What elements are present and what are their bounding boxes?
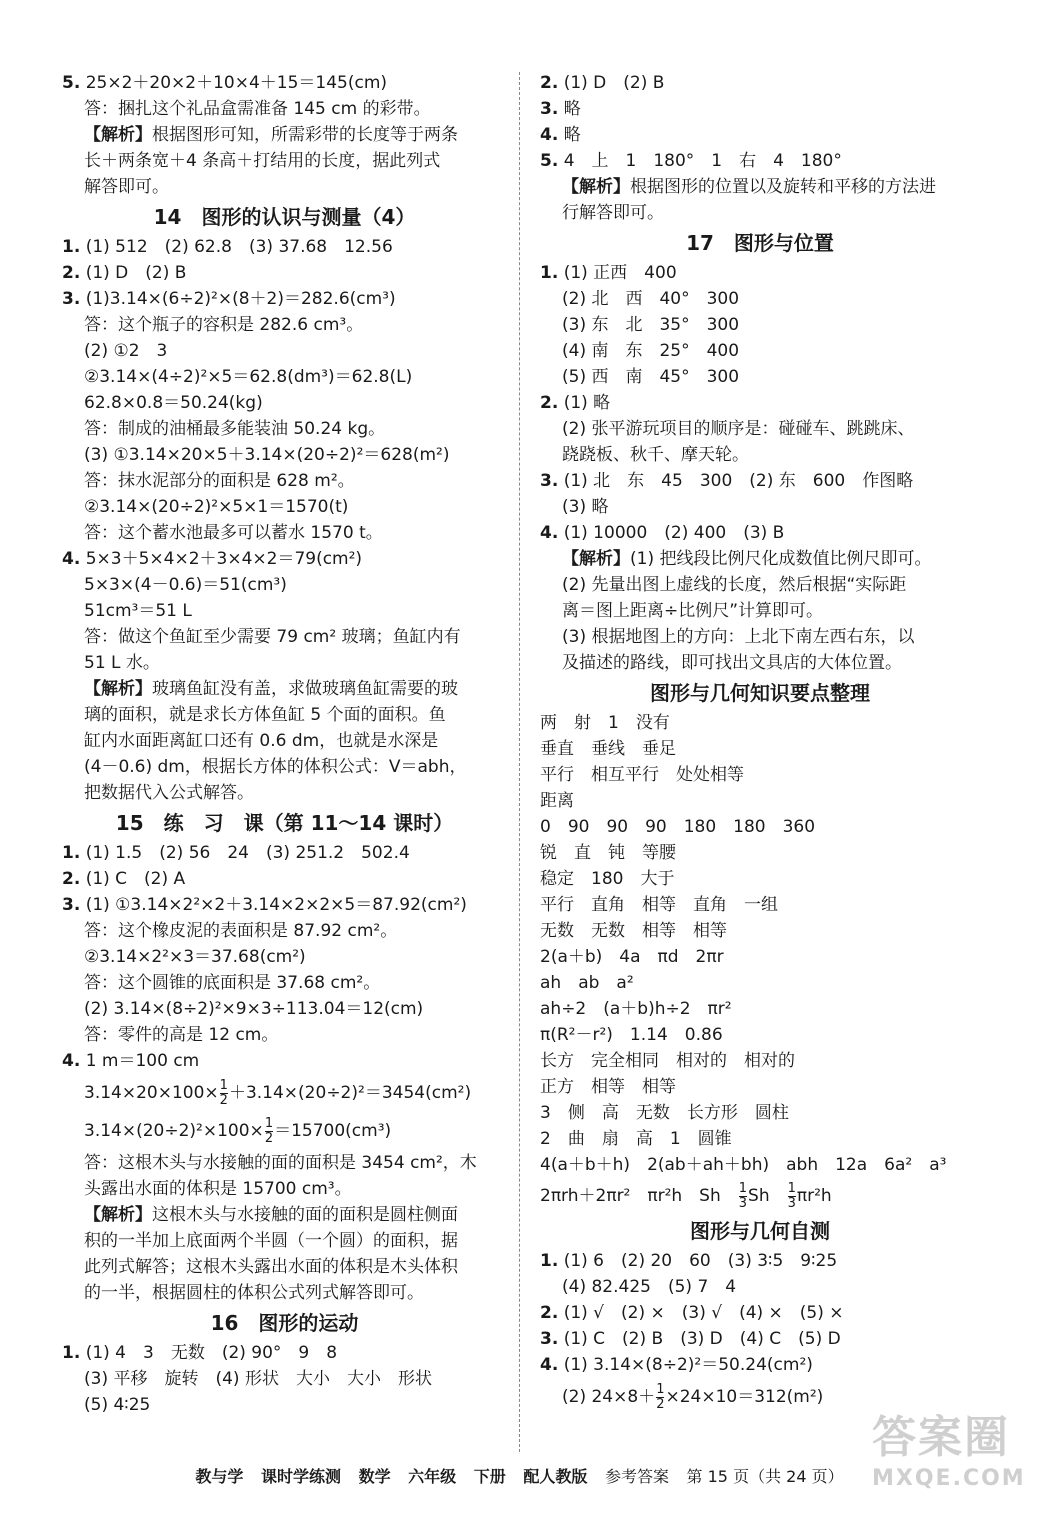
answer-line: 51cm³＝51 L: [84, 601, 192, 621]
question-number: 3.: [62, 895, 81, 915]
formula-line: 3.14×20×100× $\frac{1}{2}$ ＋3.14×(20÷2)²＝3454(cm²): [84, 1077, 472, 1108]
answer-line: 3. (1) 北 东 45 300 (2) 东 600 作图略: [540, 471, 914, 491]
question-number: 4.: [62, 549, 81, 569]
answer-line: (2) 张平游玩项目的顺序是：碰碰车、跳跳床、: [562, 419, 915, 439]
summary-line: 正方 相等 相等: [540, 1077, 676, 1097]
right-column: [540, 70, 980, 1416]
question-number: 2.: [540, 393, 559, 413]
answer-line: ②3.14×(4÷2)²×5＝62.8(dm³)＝62.8(L): [84, 367, 413, 387]
answer-line: 4. 1 m＝100 cm: [62, 1051, 200, 1071]
fraction-numerator: 1: [787, 1180, 796, 1196]
question-number: 2.: [540, 1303, 559, 1323]
question-number: 3.: [540, 471, 559, 491]
formula-line: 2πrh＋2πr² πr²h Sh $\frac{1}{3}$ Sh $\frac{1}{3}$ πr²h: [540, 1180, 832, 1211]
section-title: 17 图形与位置: [686, 231, 834, 255]
answer-line: (3) 平移 旋转 (4) 形状 大小 大小 形状: [84, 1369, 432, 1389]
summary-line: 无数 无数 相等 相等: [540, 921, 727, 941]
analysis-label: 【解析】: [84, 679, 152, 699]
question-number: 3.: [62, 289, 81, 309]
question-number: 1.: [62, 843, 81, 863]
summary-line: π(R²－r²) 1.14 0.86: [540, 1025, 723, 1045]
answer-line: 离＝图上距离÷比例尺”计算即可。: [562, 601, 824, 621]
summary-line: 0 90 90 90 180 180 360: [540, 817, 816, 837]
answer-line: 4. (1) 10000 (2) 400 (3) B: [540, 523, 785, 543]
footer-brand: 教与学: [195, 1467, 244, 1486]
answer-line: 缸内水面距离缸口还有 0.6 dm，也就是水深是: [84, 731, 439, 751]
left-column: [62, 70, 507, 1418]
question-number: 3.: [540, 99, 559, 119]
answer-line: (2) 3.14×(8÷2)²×9×3÷113.04＝12(cm): [84, 999, 424, 1019]
answer-line: 答：这个瓶子的容积是 282.6 cm³。: [84, 315, 364, 335]
answer-line: 62.8×0.8＝50.24(kg): [84, 393, 263, 413]
fraction-denominator: 2: [656, 1396, 665, 1412]
answer-line: 1. (1) 1.5 (2) 56 24 (3) 251.2 502.4: [62, 843, 410, 863]
answer-line: 跷跷板、秋千、摩天轮。: [562, 445, 749, 465]
footer-volume: 下册: [473, 1467, 506, 1486]
footer-section: 参考答案: [604, 1467, 669, 1486]
section-title: 14 图形的认识与测量（4）: [153, 205, 416, 229]
answer-line: 行解答即可。: [562, 203, 664, 223]
answer-line: 5. 4 上 1 180° 1 右 4 180°: [540, 151, 842, 171]
answer-line: 积的一半加上底面两个半圆（一个圆）的面积，据: [84, 1231, 458, 1251]
fraction-numerator: 1: [738, 1180, 748, 1196]
question-number: 3.: [540, 1329, 559, 1349]
answer-line: 答：这个橡皮泥的表面积是 87.92 cm²。: [84, 921, 398, 941]
watermark-text: 答案圈: [872, 1412, 1010, 1463]
summary-line: 两 射 1 没有: [540, 713, 670, 733]
answer-line: 答：这个圆锥的底面积是 37.68 cm²。: [84, 973, 381, 993]
question-number: 1.: [62, 237, 81, 257]
answer-line: (5) 4∶25: [84, 1395, 151, 1415]
analysis-label: 【解析】: [84, 1205, 152, 1225]
answer-line: 头露出水面的体积是 15700 cm³。: [84, 1179, 352, 1199]
answer-line: ②3.14×(20÷2)²×5×1＝1570(t): [84, 497, 349, 517]
analysis-label: 【解析】: [84, 125, 152, 145]
answer-line: 5. 25×2＋20×2＋10×4＋15＝145(cm): [62, 73, 388, 93]
footer-subject: 数学: [358, 1467, 391, 1486]
answer-line: 1. (1) 正西 400: [540, 263, 677, 283]
answer-line: 3. (1)3.14×(6÷2)²×(8＋2)＝282.6(cm³): [62, 289, 396, 309]
answer-line: 答：捆扎这个礼品盒需准备 145 cm 的彩带。: [84, 99, 431, 119]
answer-line: 2. (1) C (2) A: [62, 869, 186, 889]
answer-line: 3. (1) C (2) B (3) D (4) C (5) D: [540, 1329, 841, 1349]
analysis-label: 【解析】: [562, 549, 630, 569]
answer-line: 答：做这个鱼缸至少需要 79 cm² 玻璃；鱼缸内有: [84, 627, 461, 647]
fraction: [739, 1182, 747, 1211]
fraction-numerator: 1: [656, 1381, 665, 1397]
question-number: 4.: [62, 1051, 81, 1071]
answer-line: 解答即可。: [84, 177, 169, 197]
question-number: 4.: [540, 125, 559, 145]
answer-line: 4. 略: [540, 125, 581, 145]
answer-line: (3) 根据地图上的方向：上北下南左西右东，以: [562, 627, 915, 647]
answer-line: 3. (1) ①3.14×2²×2＋3.14×2×2×5＝87.92(cm²): [62, 895, 467, 915]
summary-line: 2(a＋b) 4a πd 2πr: [540, 947, 724, 967]
question-number: 2.: [62, 869, 81, 889]
fraction-numerator: 1: [264, 1115, 274, 1131]
answer-line: 2. (1) 略: [540, 393, 611, 413]
question-number: 2.: [62, 263, 81, 283]
answer-line: 答：这个蓄水池最多可以蓄水 1570 t。: [84, 523, 383, 543]
fraction: [656, 1383, 664, 1412]
summary-line: ah ab a²: [540, 973, 634, 993]
watermark-url: MXQE.COM: [872, 1466, 1026, 1491]
summary-line: 稳定 180 大于: [540, 869, 675, 889]
summary-line: 2 曲 扇 高 1 圆锥: [540, 1129, 732, 1149]
question-number: 4.: [540, 523, 559, 543]
fraction: [220, 1079, 228, 1108]
answer-line: 2. (1) √ (2) × (3) √ (4) × (5) ×: [540, 1303, 844, 1323]
summary-line: 平行 直角 相等 直角 一组: [540, 895, 778, 915]
footer-page-number: 第 15 页（共 24 页）: [686, 1467, 844, 1486]
answer-line: (4) 南 东 25° 400: [562, 341, 740, 361]
answer-line: (3) 略: [562, 497, 609, 517]
answer-line: 1. (1) 4 3 无数 (2) 90° 9 8: [62, 1343, 338, 1363]
section-title: 图形与几何自测: [690, 1219, 830, 1243]
analysis-line: 【解析】根据图形可知，所需彩带的长度等于两条: [84, 125, 458, 145]
answer-line: (3) ①3.14×20×5＋3.14×(20÷2)²＝628(m²): [84, 445, 450, 465]
fraction: [265, 1117, 273, 1146]
summary-line: 锐 直 钝 等腰: [540, 843, 676, 863]
question-number: 1.: [62, 1343, 81, 1363]
summary-line: ah÷2 (a＋b)h÷2 πr²: [540, 999, 732, 1019]
analysis-line: 【解析】这根木头与水接触的面的面积是圆柱侧面: [84, 1205, 458, 1225]
answer-line: 璃的面积，就是求长方体鱼缸 5 个面的面积。鱼: [84, 705, 446, 725]
formula-line: (2) 24×8＋ $\frac{1}{2}$ ×24×10＝312(m²): [562, 1381, 824, 1412]
question-number: 2.: [540, 73, 559, 93]
section-title: 16 图形的运动: [210, 1311, 359, 1335]
answer-line: 的一半，根据圆柱的体积公式列式解答即可。: [84, 1283, 424, 1303]
answer-line: 5×3×(4－0.6)＝51(cm³): [84, 575, 287, 595]
answer-line: 此列式解答；这根木头露出水面的体积是木头体积: [84, 1257, 458, 1277]
answer-line: (4－0.6) dm，根据长方体的体积公式：V＝abh，: [84, 757, 467, 777]
summary-line: 3 侧 高 无数 长方形 圆柱: [540, 1103, 789, 1123]
fraction-denominator: 3: [738, 1195, 748, 1211]
footer-edition: 配人教版: [523, 1467, 588, 1486]
section-title: 15 练 习 课（第 11～14 课时）: [115, 811, 454, 835]
formula-line: 3.14×(20÷2)²×100× $\frac{1}{2}$ ＝15700(cm³): [84, 1115, 392, 1146]
question-number: 5.: [62, 73, 81, 93]
answer-line: (2) ①2 3: [84, 341, 168, 361]
analysis-line: 【解析】根据图形的位置以及旋转和平移的方法进: [562, 177, 936, 197]
column-divider: [519, 72, 520, 1452]
answer-line: 把数据代入公式解答。: [84, 783, 254, 803]
answer-line: 答：抹水泥部分的面积是 628 m²。: [84, 471, 355, 491]
summary-line: 距离: [540, 791, 574, 811]
answer-line: (5) 西 南 45° 300: [562, 367, 740, 387]
fraction: [788, 1182, 796, 1211]
question-number: 4.: [540, 1355, 559, 1375]
answer-line: 2. (1) D (2) B: [62, 263, 187, 283]
question-number: 5.: [540, 151, 559, 171]
answer-line: 2. (1) D (2) B: [540, 73, 665, 93]
answer-line: 答：制成的油桶最多能装油 50.24 kg。: [84, 419, 386, 439]
answer-line: 4. 5×3＋5×4×2＋3×4×2＝79(cm²): [62, 549, 363, 569]
answer-line: 3. 略: [540, 99, 581, 119]
answer-line: 4. (1) 3.14×(8÷2)²＝50.24(cm²): [540, 1355, 813, 1375]
footer-series: 课时学练测: [260, 1467, 341, 1486]
answer-line: (4) 82.425 (5) 7 4: [562, 1277, 737, 1297]
fraction-denominator: 2: [264, 1130, 274, 1146]
answer-line: 1. (1) 512 (2) 62.8 (3) 37.68 12.56: [62, 237, 393, 257]
answer-line: 1. (1) 6 (2) 20 60 (3) 3∶5 9∶25: [540, 1251, 838, 1271]
fraction-denominator: 3: [787, 1195, 796, 1211]
answer-line: (2) 北 西 40° 300: [562, 289, 740, 309]
summary-line: 4(a＋b＋h) 2(ab＋ah＋bh) abh 12a 6a² a³: [540, 1155, 947, 1175]
answer-line: 答：这根木头与水接触的面的面积是 3454 cm²，木: [84, 1153, 477, 1173]
section-title: 图形与几何知识要点整理: [650, 681, 870, 705]
answer-line: 51 L 水。: [84, 653, 160, 673]
answer-line: 长＋两条宽＋4 条高＋打结用的长度，据此列式: [84, 151, 441, 171]
watermark-logo: [872, 1410, 1026, 1520]
summary-line: 平行 相互平行 处处相等: [540, 765, 744, 785]
question-number: 1.: [540, 1251, 559, 1271]
analysis-label: 【解析】: [562, 177, 630, 197]
answer-line: 及描述的路线，即可找出文具店的大体位置。: [562, 653, 902, 673]
analysis-line: 【解析】玻璃鱼缸没有盖，求做玻璃鱼缸需要的玻: [84, 679, 458, 699]
summary-line: 长方 完全相同 相对的 相对的: [540, 1051, 795, 1071]
answer-line: ②3.14×2²×3＝37.68(cm²): [84, 947, 306, 967]
answer-line: (3) 东 北 35° 300: [562, 315, 740, 335]
answer-line: 答：零件的高是 12 cm。: [84, 1025, 279, 1045]
summary-line: 垂直 垂线 垂足: [540, 739, 676, 759]
answer-line: (2) 先量出图上虚线的长度，然后根据“实际距: [562, 575, 907, 595]
footer-grade: 六年级: [408, 1467, 457, 1486]
question-number: 1.: [540, 263, 559, 283]
analysis-line: 【解析】(1) 把线段比例尺化成数值比例尺即可。: [562, 549, 932, 569]
fraction-numerator: 1: [219, 1077, 228, 1093]
fraction-denominator: 2: [219, 1092, 228, 1108]
